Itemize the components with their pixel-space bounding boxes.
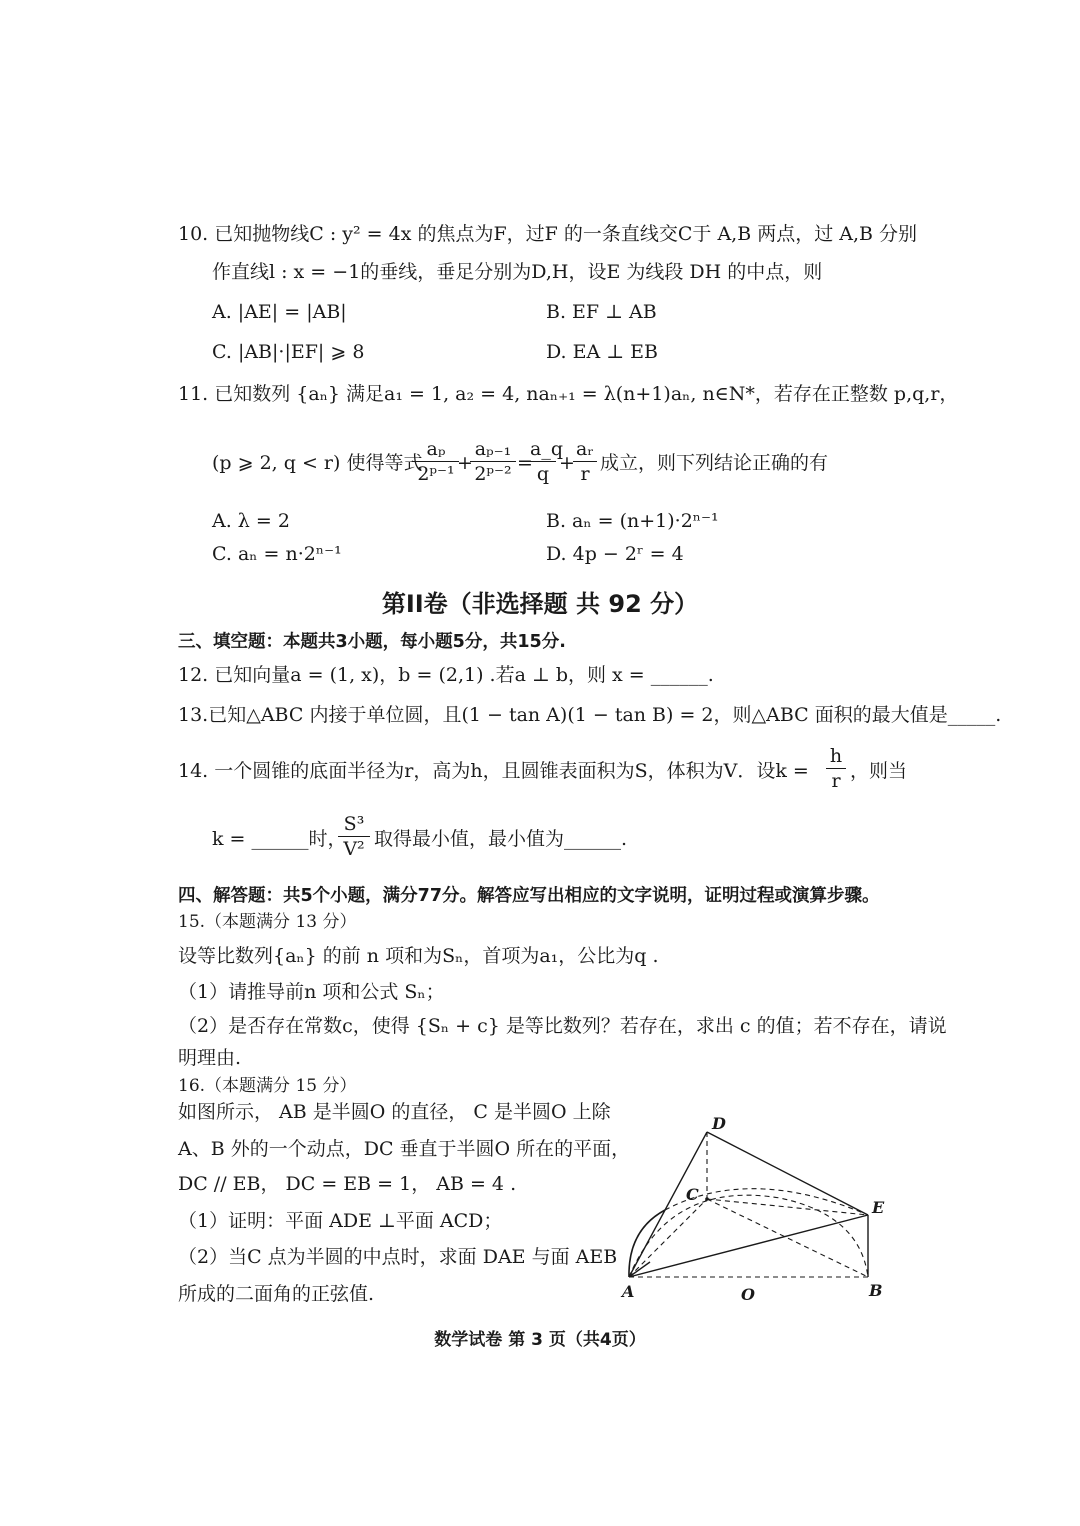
label-d: D <box>712 1114 726 1133</box>
q11-plus-1: + <box>457 452 473 474</box>
q16-line2: A、B 外的一个动点，DC 垂直于半圆O 所在的平面， <box>178 1138 631 1160</box>
part2-title: 第II卷（非选择题 共 92 分） <box>381 590 699 618</box>
semicircle-pyramid-figure <box>610 1110 900 1310</box>
q16-line1: 如图所示， AB 是半圆O 的直径， C 是半圆O 上除 <box>178 1101 611 1123</box>
q14-ratio-denominator: V² <box>343 838 365 860</box>
q11-fraction-4 <box>573 438 597 485</box>
label-e: E <box>872 1198 885 1217</box>
q12-text: 12. 已知向量a = (1, x)，b = (2,1) .若a ⊥ b，则 x = ______. <box>178 664 714 686</box>
q11-option-b: B. aₙ = (n+1)·2ⁿ⁻¹ <box>546 510 719 532</box>
q10-option-c: C. |AB|·|EF| ⩾ 8 <box>212 341 365 363</box>
q10-line2: 作直线l : x = −1的垂线，垂足分别为D,H，设E 为线段 DH 的中点，则 <box>212 261 823 283</box>
q10-option-d: D. EA ⊥ EB <box>546 341 659 363</box>
q10-option-b: B. EF ⊥ AB <box>546 301 657 323</box>
q14-line2-b: 取得最小值，最小值为______. <box>374 828 628 850</box>
q15-line1: 设等比数列{aₙ} 的前 n 项和为Sₙ，首项为a₁，公比为q . <box>178 945 659 967</box>
q11-frac1-numerator: aₚ <box>426 438 446 460</box>
page-footer: 数学试卷 第 3 页（共4页） <box>434 1330 646 1350</box>
q15-head: 15.（本题满分 13 分） <box>178 912 357 932</box>
label-o: O <box>741 1285 755 1304</box>
q16-head: 16.（本题满分 15 分） <box>178 1076 357 1096</box>
q11-condition: (p ⩾ 2, q < r) 使得等式 <box>212 452 423 474</box>
q14-ratio-numerator: S³ <box>343 813 365 835</box>
q10-line1: 10. 已知抛物线C : y² = 4x 的焦点为F，过F 的一条直线交C于 A,B 两点，过 A,B 分别 <box>178 223 918 245</box>
q10-option-a: A. |AE| = |AB| <box>212 301 347 323</box>
q14-ratio-fraction <box>338 813 370 860</box>
q14-line1-b: ，则当 <box>850 760 908 782</box>
q11-frac2-numerator: aₚ₋₁ <box>474 438 512 460</box>
q11-option-a: A. λ = 2 <box>212 510 290 532</box>
q14-line2-a: k = ______时， <box>212 828 347 850</box>
label-c: C <box>686 1185 699 1204</box>
q16-part1: （1）证明：平面 ADE ⊥平面 ACD； <box>178 1210 503 1232</box>
q14-line1-a: 14. 一个圆锥的底面半径为r，高为h，且圆锥表面积为S，体积为V．设k = <box>178 760 809 782</box>
section4-header: 四、解答题：共5个小题，满分77分。解答应写出相应的文字说明，证明过程或演算步骤。 <box>178 886 880 906</box>
q11-frac3-numerator: a_q <box>530 438 563 460</box>
q16-part2-cont: 所成的二面角的正弦值. <box>178 1283 375 1305</box>
q11-fraction-2 <box>470 438 516 485</box>
q11-frac3-denominator: q <box>536 463 550 485</box>
q15-part2-cont: 明理由. <box>178 1047 242 1069</box>
q11-plus-2: + <box>559 452 575 474</box>
label-a: A <box>622 1282 635 1301</box>
q14-k-fraction <box>826 745 846 792</box>
q11-option-c: C. aₙ = n·2ⁿ⁻¹ <box>212 543 342 565</box>
q15-part1: （1）请推导前n 项和公式 Sₙ； <box>178 981 445 1003</box>
q16-part2: （2）当C 点为半圆的中点时，求面 DAE 与面 AEB <box>178 1246 618 1268</box>
q11-frac4-numerator: aᵣ <box>576 438 594 460</box>
q11-tail: 成立，则下列结论正确的有 <box>600 452 829 474</box>
q15-part2: （2）是否存在常数c，使得 {Sₙ + c} 是等比数列？若存在，求出 c 的值；若不存在，请说 <box>178 1015 947 1037</box>
q11-line1: 11. 已知数列 {aₙ} 满足a₁ = 1, a₂ = 4, naₙ₊₁ = λ(n+1)aₙ, n∈N*，若存在正整数 p,q,r， <box>178 383 959 405</box>
q11-frac4-denominator: r <box>580 463 590 485</box>
q11-option-d: D. 4p − 2ʳ = 4 <box>546 543 684 565</box>
q11-fraction-1 <box>413 438 459 485</box>
section3-header: 三、填空题：本题共3小题，每小题5分，共15分. <box>178 632 566 652</box>
q11-frac1-denominator: 2ᵖ⁻¹ <box>417 463 455 485</box>
q13-text: 13.已知△ABC 内接于单位圆，且(1 − tan A)(1 − tan B) = 2，则△ABC 面积的最大值是_____. <box>178 704 1002 726</box>
q14-k-numerator: h <box>829 745 843 767</box>
q11-frac2-denominator: 2ᵖ⁻² <box>474 463 512 485</box>
q11-equals: = <box>517 452 533 474</box>
q16-line3: DC // EB， DC = EB = 1， AB = 4 . <box>178 1173 517 1195</box>
label-b: B <box>869 1281 883 1300</box>
q14-k-denominator: r <box>831 770 841 792</box>
q11-fraction-3 <box>530 438 563 485</box>
